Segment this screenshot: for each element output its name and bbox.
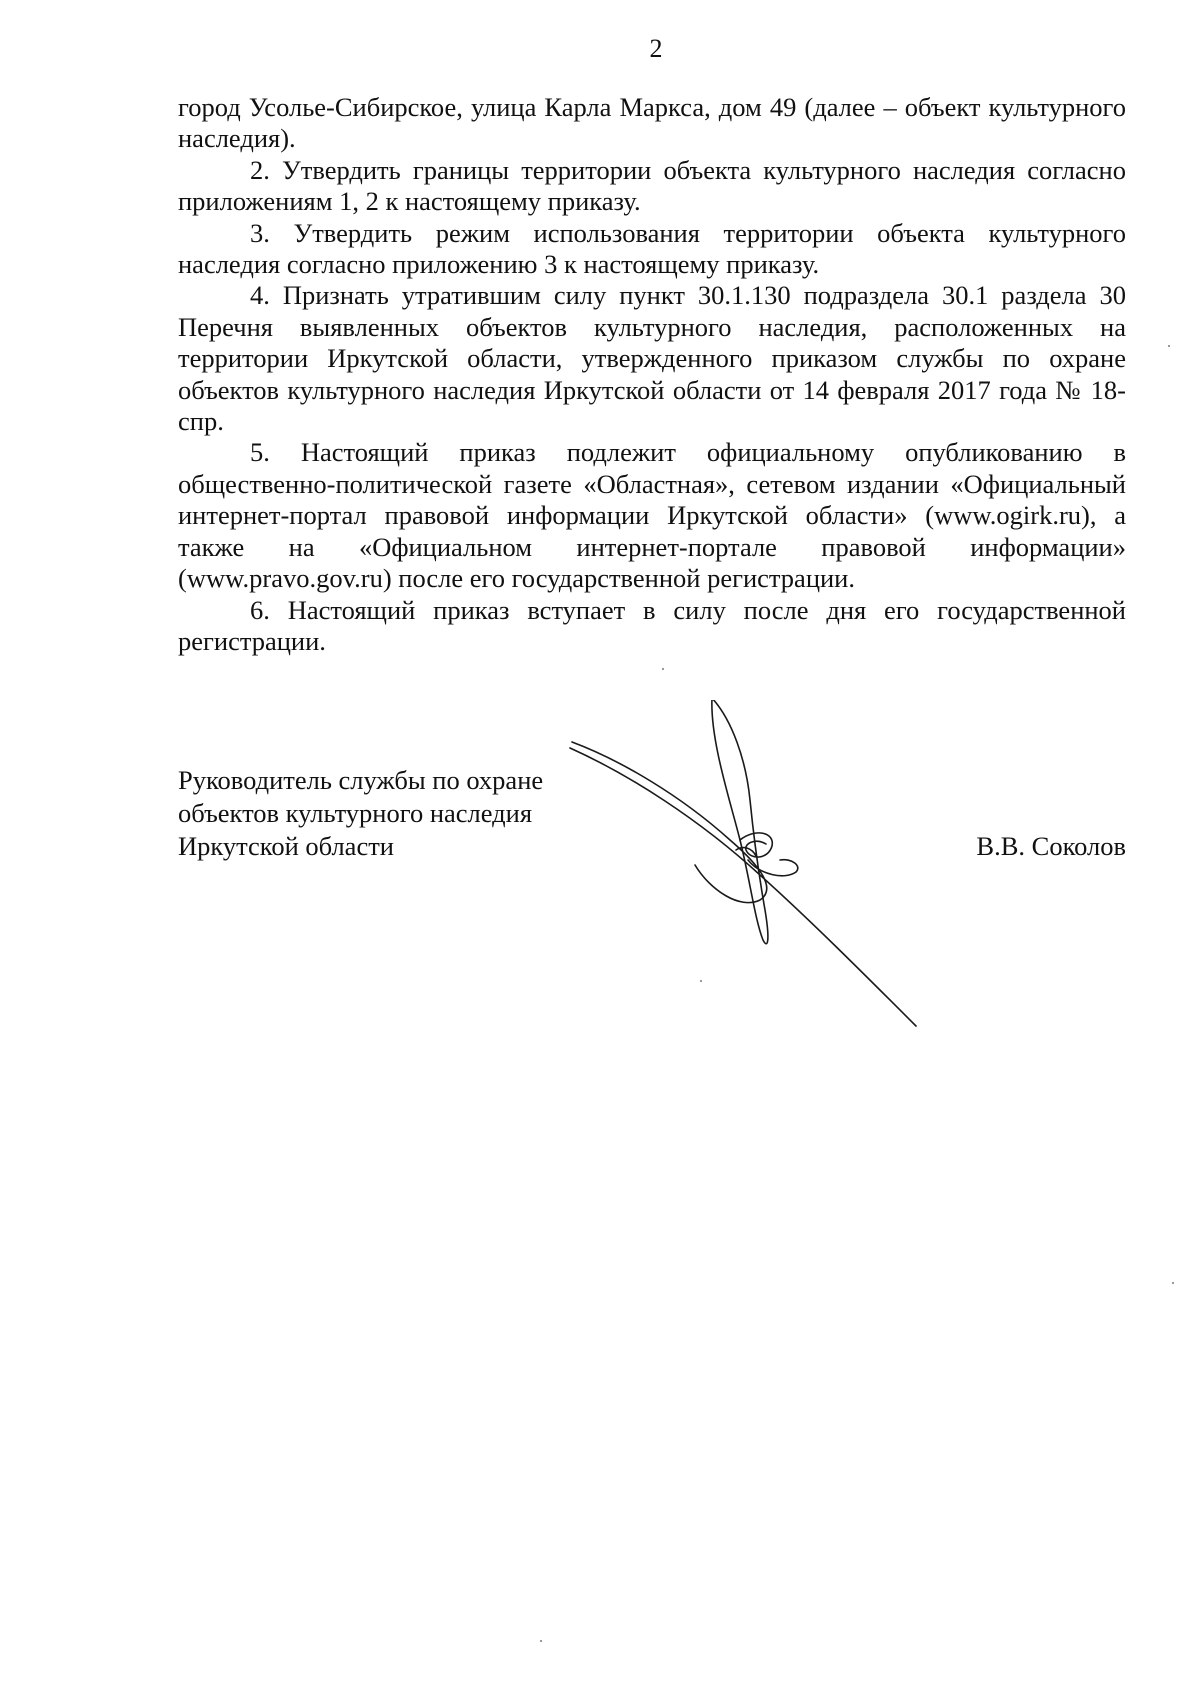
paragraph-item-4: 4. Признать утратившим силу пункт 30.1.130 подраздела 30.1 раздела 30 Перечня выявленных объектов культурного наследия, расположенных на территории Иркутской области, утвержденного приказом службы по охране объектов культурного наследия Иркутской области от 14 февраля 2017 года № 18-спр.: [178, 280, 1126, 437]
paragraph-item-3: 3. Утвердить режим использования территории объекта культурного наследия согласно приложению 3 к настоящему приказу.: [178, 217, 1126, 280]
scan-speck: [1172, 1282, 1174, 1284]
page-number: 2: [649, 34, 663, 63]
scan-speck: [540, 1640, 542, 1642]
signer-name: В.В. Соколов: [976, 831, 1126, 861]
scan-speck: [700, 980, 702, 982]
paragraph-item-6: 6. Настоящий приказ вступает в силу после дня его государственной регистрации.: [178, 594, 1126, 656]
scan-speck: [1168, 345, 1170, 347]
scan-speck: [662, 668, 664, 670]
paragraph-item-5: 5. Настоящий приказ подлежит официальному опубликованию в общественно-политической газете «Областная», сетевом издании «Официальный интернет-портал правовой информации Иркутской области» (www.ogirk.ru), а также на «Официальном интернет-портале правовой информации» (www.pravo.gov.ru) после его государственной регистрации.: [178, 437, 1126, 594]
paragraph-continuation: город Усолье-Сибирское, улица Карла Маркса, дом 49 (далее – объект культурного наследия).: [178, 92, 1126, 154]
signatory-title-line: Руководитель службы по охране: [178, 765, 544, 795]
signatory-title-line: Иркутской области: [178, 831, 394, 861]
document-body: [178, 92, 1126, 657]
signatory-title-line: объектов культурного наследия: [178, 798, 533, 828]
paragraph-item-2: 2. Утвердить границы территории объекта культурного наследия согласно приложениям 1, 2 к настоящему приказу.: [178, 154, 1126, 217]
handwritten-signature: [560, 700, 940, 1030]
signatory-title: [178, 764, 543, 863]
